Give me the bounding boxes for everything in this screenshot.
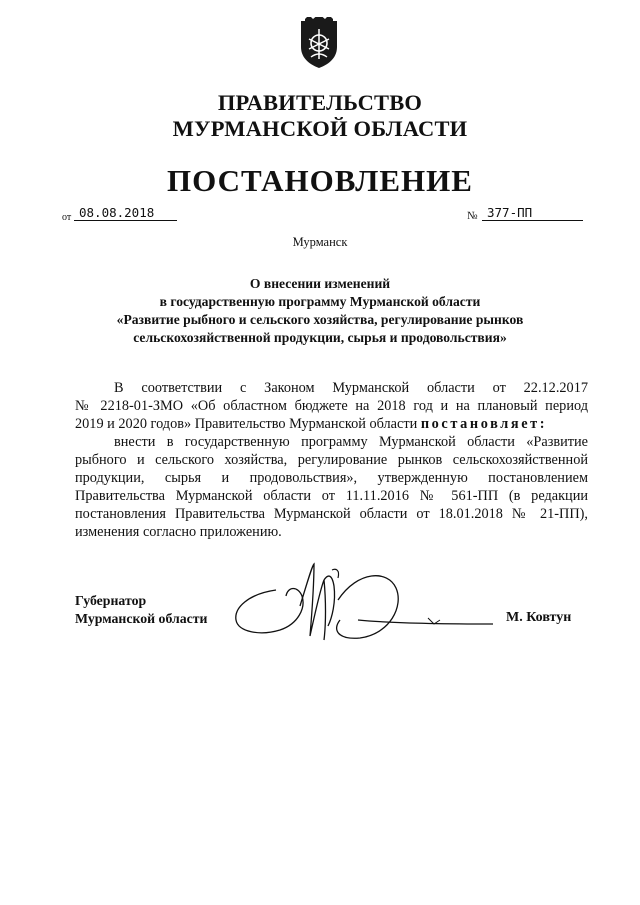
body-line: [75, 415, 588, 433]
handwritten-signature: [228, 560, 498, 650]
operative-paragraph: [75, 433, 588, 541]
subject-line: «Развитие рыбного и сельского хозяйства, регулирование рынков: [116, 312, 524, 327]
body-line: продукции, сырья и продовольствия», утвержденную постановлением: [75, 470, 588, 486]
city-name: Мурманск: [292, 235, 348, 249]
signer-name: М. Ковтун: [506, 610, 572, 625]
body-line: изменения согласно приложению.: [75, 524, 282, 540]
body-line: Правительства Мурманской области от 11.11.2016 № 561-ПП (в редакции: [75, 488, 588, 504]
signer-title-line: Губернатор: [75, 593, 147, 608]
signer-title-line: Мурманской области: [75, 611, 208, 626]
number-prefix: №: [467, 210, 478, 222]
body-line: постановления Правительства Мурманской области от 18.01.2018 № 21-ПП),: [75, 506, 588, 522]
authority-name-line-2: МУРМАНСКОЙ ОБЛАСТИ: [172, 116, 468, 141]
authority-name-line-1: ПРАВИТЕЛЬСТВО: [217, 90, 423, 115]
subject-line: О внесении изменений: [249, 276, 391, 291]
subject-line: сельскохозяйственной продукции, сырья и продовольствия»: [133, 330, 507, 345]
document-number: 377-ПП: [482, 205, 583, 221]
document-subject: [80, 275, 560, 347]
body-line-text: 2019 и 2020 годов» Правительство Мурманской области: [75, 416, 418, 432]
preamble-paragraph: [75, 379, 588, 433]
signer-title: [75, 592, 208, 628]
subject-line: в государственную программу Мурманской области: [159, 294, 481, 309]
document-type-title: ПОСТАНОВЛЕНИЕ: [167, 163, 473, 198]
decree-word: постановляет:: [420, 416, 548, 432]
date-prefix: от: [62, 212, 72, 223]
body-line: № 2218-01-ЗМО «Об областном бюджете на 2018 год и на плановый период: [75, 398, 588, 414]
coat-of-arms-icon: [297, 17, 341, 69]
body-line: внести в государственную программу Мурманской области «Развитие: [114, 434, 588, 450]
document-date: 08.08.2018: [74, 205, 177, 221]
body-line: рыбного и сельского хозяйства, регулирование рынков сельскохозяйственной: [75, 452, 588, 468]
body-line: В соответствии с Законом Мурманской области от 22.12.2017: [114, 380, 588, 396]
